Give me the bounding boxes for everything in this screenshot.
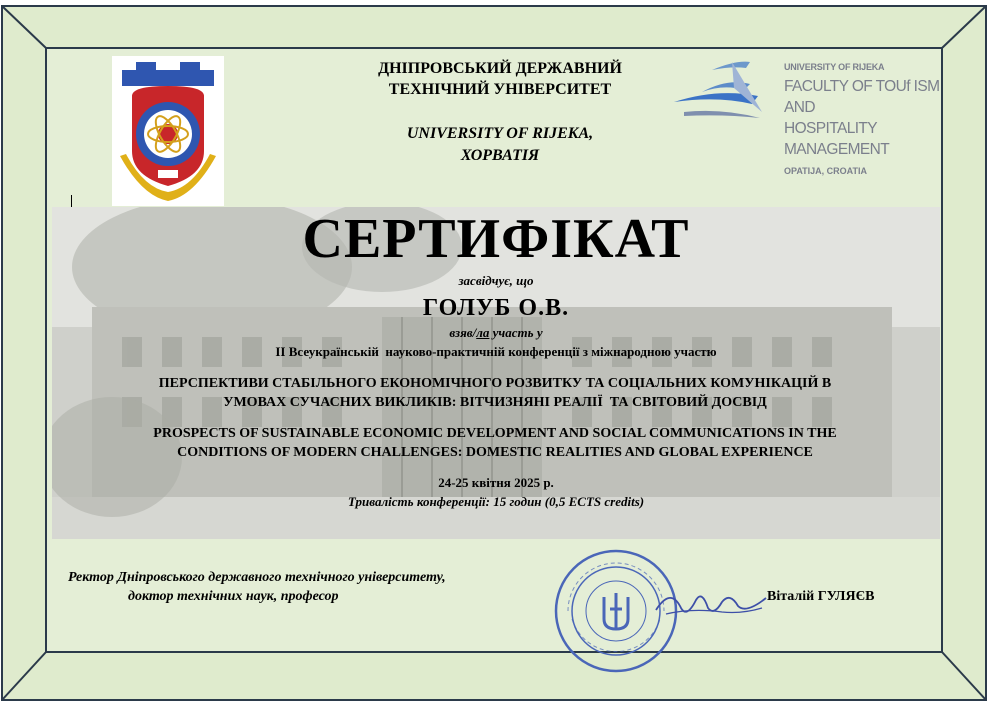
rector-title-line-1: Ректор Дніпровського державного технічного університету, — [68, 570, 446, 585]
partner-line-2: ХОРВАТІЯ — [460, 147, 540, 164]
university-crest-icon — [112, 56, 224, 206]
conference-dates: 24-25 квітня 2025 р. — [438, 475, 554, 490]
faculty-line-2: HOSPITALITY MANAGEMENT — [784, 120, 890, 158]
partner-line-1: UNIVERSITY OF RIJEKA, — [406, 125, 594, 142]
conference-topic-en — [60, 424, 930, 462]
recipient-name: ГОЛУБ О.В. — [422, 295, 570, 321]
rector-title-line-2: доктор технічних наук, професор — [128, 589, 339, 604]
university-name-ua — [330, 58, 670, 100]
topic-ua-line-1: ПЕРСПЕКТИВИ СТАБІЛЬНОГО ЕКОНОМІЧНОГО РОЗВИТКУ ТА СОЦІАЛЬНИХ КОМУНІКАЦІЙ В — [158, 376, 832, 391]
conference-topic-ua — [60, 374, 930, 412]
certifies-text: засвідчує, що — [458, 273, 534, 288]
participation-text — [52, 325, 940, 341]
faculty-location: OPATIJA, CROATIA — [784, 166, 867, 176]
text-cursor — [71, 195, 72, 207]
faculty-wings-logo-icon — [672, 58, 782, 128]
participation-prefix: взяв/ — [449, 325, 477, 340]
signer-name: Віталій ГУЛЯЄВ — [767, 589, 875, 604]
conference-duration: Тривалість конференції: 15 годин (0,5 ECTS credits) — [347, 494, 645, 509]
topic-en-line-1: PROSPECTS OF SUSTAINABLE ECONOMIC DEVELOPMENT AND SOCIAL COMMUNICATIONS IN THE — [153, 426, 837, 441]
university-ua-line-2: ТЕХНІЧНИЙ УНІВЕРСИТЕТ — [388, 81, 612, 98]
participation-suffix: участь у — [489, 325, 543, 340]
faculty-line-1: FACULTY OF TOUf ISM AND — [784, 78, 940, 116]
topic-en-line-2: CONDITIONS OF MODERN CHALLENGES: DOMESTIC REALITIES AND GLOBAL EXPERIENCE — [177, 445, 813, 460]
faculty-university-label: UNIVERSITY OF RIJEKA — [784, 62, 885, 72]
topic-ua-line-2: УМОВАХ СУЧАСНИХ ВИКЛИКІВ: ВІТЧИЗНЯНІ РЕАЛІЇ ТА СВІТОВИЙ ДОСВІД — [223, 395, 767, 410]
handwritten-signature-icon — [652, 580, 770, 628]
university-ua-line-1: ДНІПРОВСЬКИЙ ДЕРЖАВНИЙ — [378, 60, 622, 77]
conference-name: ІІ Всеукраїнській науково-практичній конференції з міжнародною участю — [275, 344, 717, 359]
faculty-name-block — [784, 62, 954, 176]
partner-university — [330, 123, 670, 167]
certificate-title: СЕРТИФІКАТ — [302, 208, 690, 270]
participation-underlined: ла — [476, 325, 490, 340]
